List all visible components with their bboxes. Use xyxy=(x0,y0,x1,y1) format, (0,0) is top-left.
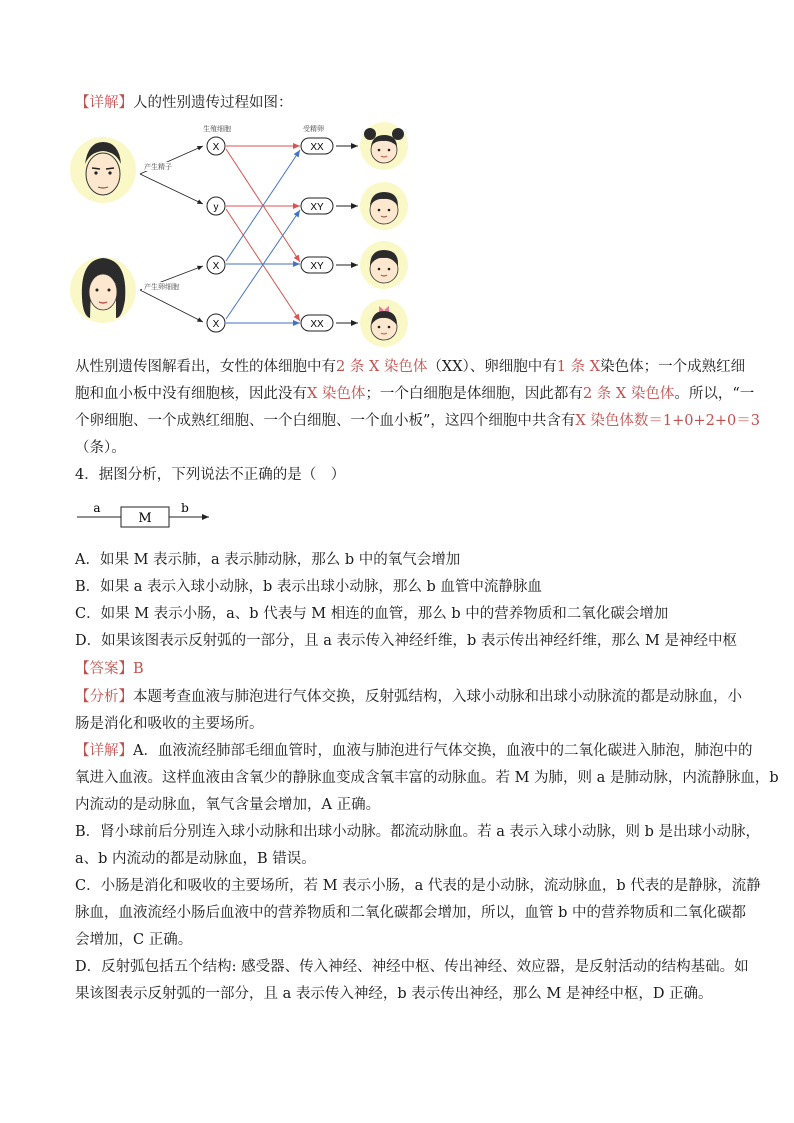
detail-line-6: C．小肠是消化和吸收的主要场所，若 M 表示小肠，a 代表的是小动脉，流动脉血，b 代表的是静脉，流静 xyxy=(75,878,761,894)
explanation-line-3: 个卵细胞、一个成熟红细胞、一个白细胞、一个血小板”，这四个细胞中共含有X 染色体数＝1+0+2+0＝3 xyxy=(75,413,760,429)
question-stem: 4．据图分析，下列说法不正确的是（ ） xyxy=(75,467,346,483)
detail-bracket: 【详解】 xyxy=(75,743,133,759)
germ-cell-4 xyxy=(207,314,225,332)
girl-face-icon xyxy=(360,122,408,170)
analysis-line-1: 【分析】本题考查血液与肺泡进行气体交换，反射弧结构，入球小动脉和出球小动脉流的都是动脉血，小 xyxy=(75,689,742,705)
girl-face-icon xyxy=(360,299,408,347)
detail-line-7: 脉血，血液流经小肠后血液中的营养物质和二氧化碳都会增加，所以，血管 b 中的营养物质和二氧化碳都 xyxy=(75,905,746,921)
detail-intro-text: 人的性别遗传过程如图： xyxy=(133,95,293,111)
svg-text:XX: XX xyxy=(310,319,324,330)
label-egg: 产生卵细胞 xyxy=(144,283,179,291)
label-zygote: 受精卵 xyxy=(303,125,324,133)
detail-bracket: 【详解】 xyxy=(75,95,133,111)
detail-line-3: 内流动的是动脉血，氧气含量会增加，A 正确。 xyxy=(75,797,381,813)
svg-text:X: X xyxy=(212,261,220,272)
option-d: D．如果该图表示反射弧的一部分，且 a 表示传入神经纤维，b 表示传出神经纤维，那么 M 是神经中枢 xyxy=(75,633,737,649)
option-c: C．如果 M 表示小肠，a、b 代表与 M 相连的血管，那么 b 中的营养物质和二氧化碳会增加 xyxy=(75,606,669,622)
detail-line-5: a、b 内流动的都是动脉血，B 错误。 xyxy=(75,851,316,867)
label-germ-cell: 生殖细胞 xyxy=(203,125,231,133)
svg-text:XY: XY xyxy=(310,202,324,213)
detail-line-1: 【详解】A．血液流经肺部毛细血管时，血液与肺泡进行气体交换，血液中的二氧化碳进入肺泡，肺泡中的 xyxy=(75,743,753,759)
sex-inheritance-diagram xyxy=(70,118,415,350)
analysis-line-2: 肠是消化和吸收的主要场所。 xyxy=(75,716,264,732)
option-b: B．如果 a 表示入球小动脉，b 表示出球小动脉，那么 b 血管中流静脉血 xyxy=(75,579,542,595)
germ-cell-1 xyxy=(207,137,225,155)
detail-line-4: B．肾小球前后分别连入球小动脉和出球小动脉。都流动脉血。若 a 表示入球小动脉，则 b 是出球小动脉， xyxy=(75,824,761,840)
svg-text:X: X xyxy=(212,142,220,153)
zygote-2 xyxy=(301,198,333,214)
germ-cell-3 xyxy=(207,256,225,274)
answer-bracket: 【答案】 xyxy=(75,661,133,677)
explanation-line-4: （条）。 xyxy=(75,440,126,456)
detail-line-9: D．反射弧包括五个结构: 感受器、传入神经、神经中枢、传出神经、效应器，是反射活动的结构基础。如 xyxy=(75,959,749,975)
detail-line-10: 果该图表示反射弧的一部分，且 a 表示传入神经，b 表示传出神经，那么 M 是神经中枢，D 正确。 xyxy=(75,986,713,1002)
explanation-line-2: 胞和血小板中没有细胞核，因此没有X 染色体；一个白细胞是体细胞，因此都有2 条 X 染色体。所以，“一 xyxy=(75,386,755,402)
flow-b-label: b xyxy=(181,501,189,515)
boy-face-icon xyxy=(360,241,408,289)
svg-text:X: X xyxy=(212,319,220,330)
germ-cell-2 xyxy=(207,197,225,215)
detail-intro xyxy=(75,90,293,117)
label-sperm: 产生精子 xyxy=(144,163,172,171)
svg-text:y: y xyxy=(213,202,219,213)
detail-line-8: 会增加，C 正确。 xyxy=(75,932,193,948)
flow-diagram xyxy=(75,500,225,532)
svg-text:XX: XX xyxy=(310,142,324,153)
answer-value: B xyxy=(133,661,144,677)
flow-m-label: M xyxy=(138,511,152,526)
svg-text:XY: XY xyxy=(310,261,324,272)
option-a: A．如果 M 表示肺，a 表示肺动脉，那么 b 中的氧气会增加 xyxy=(75,552,461,568)
zygote-4 xyxy=(301,315,333,331)
detail-line-2: 氧进入血液。这样血液由含氧少的静脉血变成含氧丰富的动脉血。若 M 为肺，则 a 是肺动脉，内流静脉血，b xyxy=(75,770,779,786)
mother-face-icon xyxy=(70,257,136,323)
boy-face-icon xyxy=(360,182,408,230)
answer xyxy=(75,656,144,683)
analysis-bracket: 【分析】 xyxy=(75,689,133,705)
explanation-line-1: 从性别遗传图解看出，女性的体细胞中有2 条 X 染色体（XX）、卵细胞中有1 条 X染色体；一个成熟红细 xyxy=(75,359,746,375)
flow-a-label: a xyxy=(93,501,101,515)
zygote-3 xyxy=(301,257,333,273)
father-face-icon xyxy=(70,137,136,203)
zygote-1 xyxy=(301,138,333,154)
